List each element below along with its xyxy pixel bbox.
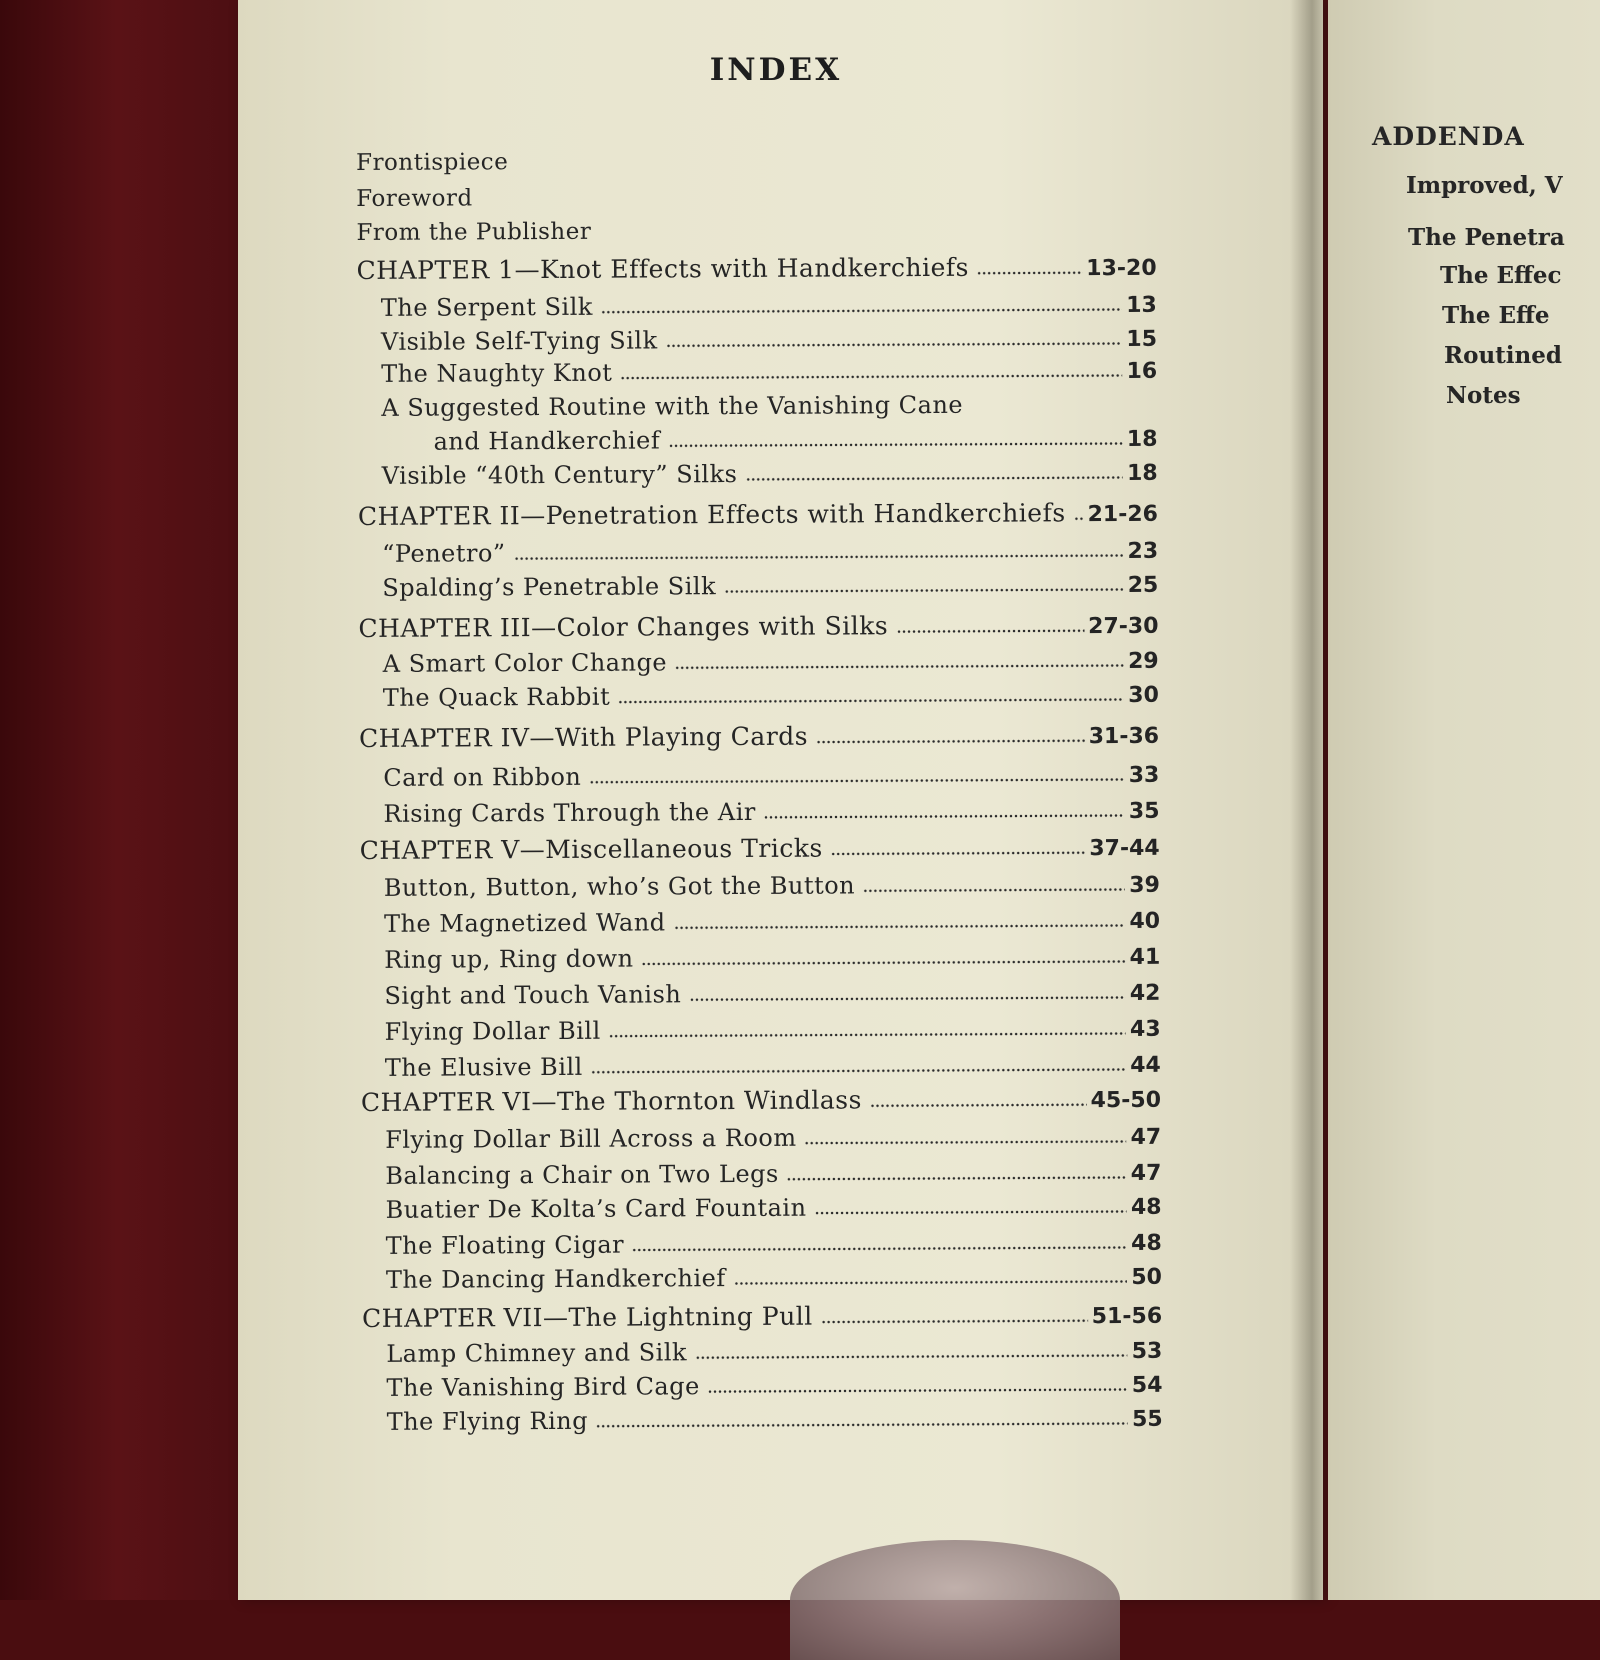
entry-page: 48 — [1131, 1230, 1162, 1256]
toc-entry — [361, 1192, 1161, 1224]
entry-page: 25 — [1127, 572, 1159, 598]
entry-title: The Elusive Bill — [384, 1052, 583, 1082]
front-matter-label: Foreword — [356, 185, 473, 212]
toc-entry — [360, 906, 1160, 938]
toc-entry — [357, 290, 1157, 322]
toc-entry — [359, 646, 1159, 678]
leader-dots — [863, 888, 1125, 892]
entry-page: 13 — [1126, 292, 1157, 318]
toc-entry — [358, 458, 1158, 490]
leader-dots — [764, 814, 1125, 819]
entry-page: 30 — [1128, 682, 1159, 708]
addenda-item: Improved, V — [1406, 172, 1563, 199]
entry-title: The Vanishing Bird Cage — [386, 1372, 700, 1402]
entry-page: 23 — [1127, 538, 1159, 564]
front-matter-label: From the Publisher — [356, 218, 592, 246]
addenda-item: Routined — [1444, 342, 1562, 369]
entry-title: The Dancing Handkerchief — [385, 1264, 726, 1294]
leader-dots — [689, 996, 1125, 1001]
leader-dots — [695, 1354, 1128, 1359]
front-matter-label: Frontispiece — [356, 149, 509, 176]
entry-page: 44 — [1130, 1052, 1161, 1078]
toc-entry — [360, 978, 1160, 1010]
chapter-heading — [362, 1300, 1162, 1333]
addenda-heading: ADDENDA — [1372, 122, 1525, 151]
toc-entry — [358, 570, 1158, 602]
leader-dots — [674, 924, 1126, 929]
leader-dots — [805, 1140, 1127, 1145]
leader-dots — [896, 629, 1084, 633]
leader-dots — [642, 960, 1126, 966]
toc-entry — [363, 1404, 1163, 1436]
leader-dots — [618, 698, 1124, 704]
toc-entry — [357, 356, 1157, 388]
chapter-page-range: 13-20 — [1086, 255, 1157, 282]
chapter-heading — [359, 720, 1159, 753]
front-matter-item — [356, 183, 956, 212]
entry-page: 15 — [1126, 326, 1158, 352]
entry-page: 42 — [1129, 980, 1161, 1006]
chapter-page-range: 51-56 — [1091, 1303, 1163, 1330]
entry-page: 35 — [1128, 798, 1160, 824]
toc-entry — [361, 1050, 1161, 1082]
leader-dots — [734, 1280, 1128, 1285]
index-title: INDEX — [709, 52, 843, 88]
entry-page: 40 — [1129, 908, 1161, 934]
chapter-heading — [360, 832, 1160, 865]
entry-title: Flying Dollar Bill Across a Room — [385, 1123, 797, 1154]
entry-page: 53 — [1131, 1338, 1163, 1364]
thumb — [790, 1540, 1120, 1660]
addenda-item: Notes — [1446, 382, 1521, 409]
leader-dots — [708, 1388, 1128, 1393]
chapter-title: CHAPTER V—Miscellaneous Tricks — [359, 833, 823, 865]
entry-title: The Magnetized Wand — [383, 908, 666, 938]
toc-entry — [362, 1262, 1162, 1294]
entry-page: 41 — [1129, 944, 1161, 970]
leader-dots — [666, 342, 1123, 347]
chapter-title: CHAPTER VI—The Thornton Windlass — [360, 1085, 862, 1117]
entry-title: A Suggested Routine with the Vanishing Cane — [381, 390, 964, 422]
leader-dots — [815, 1210, 1127, 1215]
leader-dots — [601, 308, 1122, 314]
entry-page: 18 — [1126, 426, 1158, 452]
chapter-page-range: 37-44 — [1089, 835, 1160, 862]
leader-dots — [620, 374, 1122, 380]
entry-page: 54 — [1131, 1372, 1163, 1398]
leader-dots — [632, 1246, 1127, 1252]
leader-dots — [831, 851, 1086, 855]
toc-entry — [360, 942, 1160, 974]
front-matter-item — [356, 217, 956, 246]
chapter-heading — [358, 610, 1158, 643]
chapter-title: CHAPTER III—Color Changes with Silks — [358, 611, 889, 643]
entry-page: 47 — [1130, 1160, 1162, 1186]
toc-entry — [359, 680, 1159, 712]
entry-title: Spalding’s Penetrable Silk — [382, 572, 717, 602]
chapter-title: CHAPTER II—Penetration Effects with Handkerchiefs — [357, 498, 1066, 531]
entry-title: Sight and Touch Vanish — [384, 980, 682, 1010]
toc-entry — [362, 1370, 1162, 1402]
toc-entry — [360, 870, 1160, 902]
entry-title: The Serpent Silk — [380, 292, 593, 322]
leader-dots — [609, 1032, 1126, 1038]
entry-title: Balancing a Chair on Two Legs — [385, 1159, 779, 1190]
leader-dots — [514, 554, 1124, 560]
leader-dots — [745, 476, 1123, 481]
toc-entry-continuation — [357, 424, 1157, 456]
leader-dots — [724, 588, 1124, 593]
entry-page: 33 — [1128, 762, 1160, 788]
chapter-title: CHAPTER 1—Knot Effects with Handkerchiefs — [356, 252, 969, 285]
entry-title: Rising Cards Through the Air — [383, 797, 756, 828]
leader-dots — [1074, 517, 1084, 520]
entry-title-continued: and Handkerchief — [433, 426, 661, 456]
entry-page: 16 — [1126, 358, 1158, 384]
chapter-heading — [361, 1084, 1161, 1117]
toc-entry — [362, 1228, 1162, 1260]
leader-dots — [821, 1319, 1088, 1323]
toc-entry — [361, 1122, 1161, 1154]
entry-page: 50 — [1131, 1264, 1162, 1290]
toc-entry — [361, 1014, 1161, 1046]
entry-title: Visible Self-Tying Silk — [380, 326, 658, 356]
chapter-page-range: 27-30 — [1088, 613, 1159, 640]
leader-dots — [787, 1176, 1127, 1181]
book-gutter — [1290, 0, 1330, 1600]
toc-entry — [357, 324, 1157, 356]
chapter-heading — [357, 252, 1157, 285]
leader-dots — [977, 271, 1082, 275]
entry-title: The Naughty Knot — [381, 358, 613, 388]
chapter-title: CHAPTER VII—The Lightning Pull — [362, 1301, 813, 1333]
entry-title: Button, Button, who’s Got the Button — [383, 871, 856, 902]
leader-dots — [591, 1068, 1126, 1074]
entry-title: Flying Dollar Bill — [384, 1016, 601, 1046]
addenda-item: The Penetra — [1408, 224, 1565, 251]
chapter-page-range: 45-50 — [1090, 1087, 1162, 1114]
toc-entry — [361, 1158, 1161, 1190]
entry-title: Lamp Chimney and Silk — [386, 1338, 688, 1368]
front-matter-item — [356, 147, 956, 176]
leader-dots — [596, 1422, 1128, 1428]
entry-page: 47 — [1130, 1124, 1162, 1150]
entry-page: 39 — [1129, 872, 1160, 898]
chapter-page-range: 21-26 — [1087, 501, 1158, 528]
entry-title: The Quack Rabbit — [382, 682, 611, 712]
entry-title: “Penetro” — [382, 539, 506, 568]
addenda-item: The Effec — [1440, 262, 1562, 289]
leader-dots — [589, 778, 1124, 784]
chapter-page-range: 31-36 — [1088, 723, 1160, 750]
entry-title: The Flying Ring — [386, 1406, 589, 1436]
background-cloth — [0, 0, 260, 1600]
leader-dots — [870, 1103, 1087, 1107]
leader-dots — [816, 739, 1085, 743]
leader-dots — [668, 442, 1123, 447]
entry-title: Buatier De Kolta’s Card Fountain — [385, 1193, 807, 1224]
entry-title: The Floating Cigar — [385, 1230, 625, 1260]
entry-page: 29 — [1127, 648, 1159, 674]
leader-dots — [675, 664, 1124, 669]
entry-page: 55 — [1131, 1406, 1163, 1432]
toc-entry — [358, 536, 1158, 568]
toc-entry — [359, 796, 1159, 828]
entry-page: 48 — [1130, 1194, 1162, 1220]
entry-page: 43 — [1129, 1016, 1161, 1042]
entry-title: Visible “40th Century” Silks — [381, 460, 738, 490]
chapter-title: CHAPTER IV—With Playing Cards — [359, 721, 809, 753]
entry-title: A Smart Color Change — [382, 648, 668, 678]
addenda-item: The Effe — [1442, 302, 1550, 329]
toc-entry — [362, 1336, 1162, 1368]
chapter-heading — [358, 498, 1158, 531]
entry-title: Ring up, Ring down — [384, 944, 634, 974]
entry-title: Card on Ribbon — [383, 762, 582, 792]
entry-page: 18 — [1127, 460, 1158, 486]
toc-entry — [359, 760, 1159, 792]
toc-entry — [357, 391, 963, 422]
